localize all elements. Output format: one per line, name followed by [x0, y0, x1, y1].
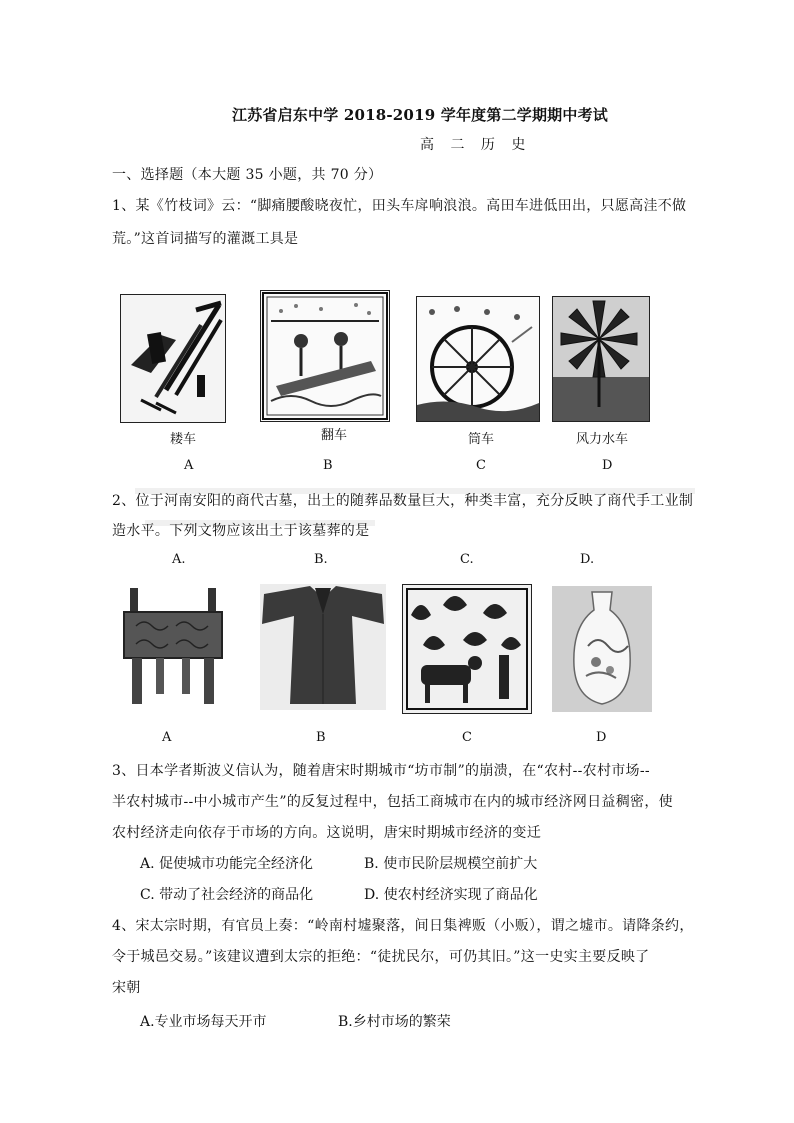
section-heading: 一、选择题（本大题 35 小题，共 70 分） [112, 167, 383, 183]
q1-caption-a: 耧车 [170, 432, 197, 447]
q1-caption-d: 风力水车 [576, 432, 629, 447]
q2-letter-d: D [596, 730, 607, 745]
q1-letter-a: A [184, 458, 194, 473]
q2-letter-a: A [162, 730, 172, 745]
q2-top-letter-a: A. [172, 552, 186, 567]
q2-letter-b: B [316, 730, 326, 745]
q1-stem-line1: 1、某《竹枝词》云：“脚痛腰酸晓夜忙，田头车戽响浪浪。高田车进低田出，只愿高洼不做 [112, 198, 687, 214]
q3-option-b: B. 使市民阶层规模空前扩大 [364, 856, 538, 872]
q2-top-letter-c: C. [460, 552, 474, 567]
q1-letter-d: D [602, 458, 613, 473]
q3-option-a: A. 促使城市功能完全经济化 [140, 856, 314, 872]
q1-caption-c: 筒车 [468, 432, 495, 447]
q2-letter-c: C [462, 730, 472, 745]
q3-stem-line3: 农村经济走向依存于市场的方向。这说明，唐宋时期城市经济的变迁 [112, 825, 541, 841]
q2-stem-line1: 2、位于河南安阳的商代古墓，出土的随葬品数量巨大，种类丰富，充分反映了商代手工业制 [112, 493, 694, 509]
q4-option-b: B.乡村市场的繁荣 [338, 1014, 451, 1030]
square-pallet-chain-pump-icon [260, 290, 390, 422]
q1-letter-c: C [476, 458, 486, 473]
exam-title: 江苏省启东中学 2018-2019 学年度第二学期期中考试 [232, 106, 608, 124]
q3-stem-line1: 3、日本学者斯波义信认为，随着唐宋时期城市“坊市制”的崩溃，在“农村--农村市场-- [112, 763, 650, 779]
q4-stem-line3: 宋朝 [112, 980, 141, 996]
wind-water-wheel-icon [552, 296, 650, 422]
q4-stem-line2: 令于城邑交易。”该建议遭到太宗的拒绝：“徒扰民尔，可仍其旧。”这一史实主要反映了 [112, 949, 650, 965]
q2-top-letter-d: D. [580, 552, 595, 567]
q3-option-d: D. 使农村经济实现了商品化 [364, 887, 538, 903]
q1-caption-b: 翻车 [321, 428, 348, 443]
scan-smudge [135, 488, 695, 494]
seed-plough-icon [120, 294, 226, 423]
q4-option-a: A.专业市场每天开市 [140, 1014, 267, 1030]
water-wheel-icon [416, 296, 540, 422]
silk-robe-icon [260, 584, 386, 710]
q2-top-letter-b: B. [314, 552, 328, 567]
printed-cloth-icon [402, 584, 532, 714]
porcelain-vase-icon [552, 586, 652, 712]
q1-letter-b: B [323, 458, 333, 473]
q3-stem-line2: 半农村城市--中小城市产生”的反复过程中，包括工商城市在内的城市经济网日益稠密，使 [112, 794, 673, 810]
scan-smudge [145, 520, 375, 526]
q1-stem-line2: 荒。”这首词描写的灌溉工具是 [112, 231, 299, 247]
q3-option-c: C. 带动了社会经济的商品化 [140, 887, 314, 903]
exam-subject: 高 二 历 史 [420, 137, 532, 153]
bronze-ding-icon [116, 586, 230, 712]
q4-stem-line1: 4、宋太宗时期，有官员上奏：“岭南村墟聚落，间日集裨贩（小贩），谓之墟市。请降条约， [112, 918, 694, 934]
q2-stem-line2: 造水平。下列文物应该出土于该墓葬的是 [112, 523, 370, 539]
